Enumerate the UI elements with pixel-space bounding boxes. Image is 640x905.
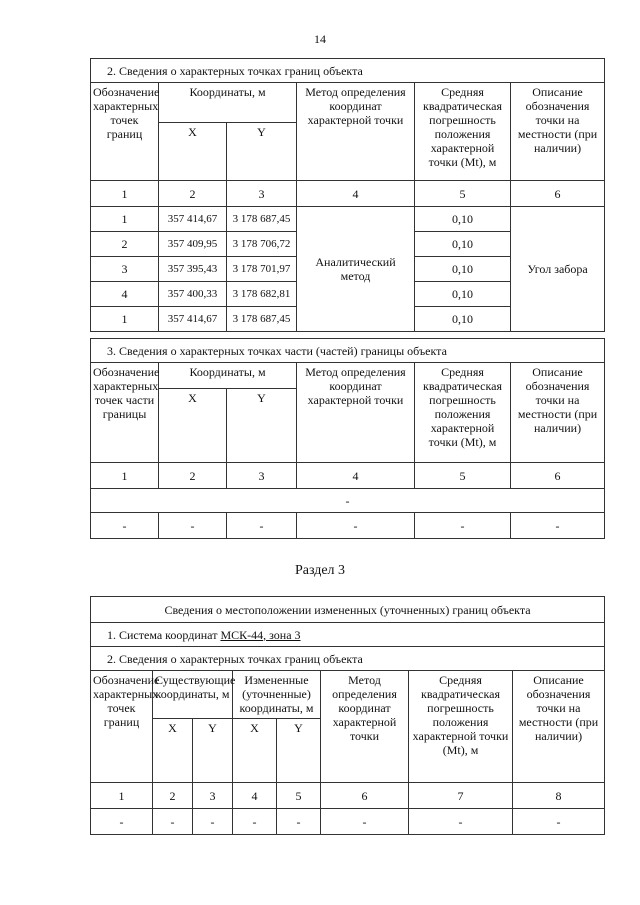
accuracy: 0,10 — [415, 257, 511, 282]
empty-part-row: - — [91, 489, 605, 513]
header-description: Описание обозначения точки на местности (при наличии) — [511, 83, 605, 181]
col-number: 5 — [415, 181, 511, 207]
table-title: 2. Сведения о характерных точках границ объекта — [91, 59, 605, 83]
table-title: 3. Сведения о характерных точках части (частей) границы объекта — [91, 339, 605, 363]
header-existing-coords: Существующие координаты, м — [153, 671, 233, 719]
method-cell: Аналитический метод — [297, 207, 415, 332]
header-y: Y — [227, 123, 297, 181]
point-id: 4 — [91, 282, 159, 307]
header-description: Описание обозначения точки на местности (при наличии) — [511, 363, 605, 463]
col-number: 4 — [297, 181, 415, 207]
header-method: Метод определения координат характерной точки — [297, 363, 415, 463]
header-x: X — [153, 719, 193, 783]
point-id: 1 — [91, 207, 159, 232]
dash-cell: - — [415, 513, 511, 539]
col-number: 6 — [511, 181, 605, 207]
col-number: 1 — [91, 181, 159, 207]
dash-cell: - — [91, 809, 153, 835]
coord-x: 357 414,67 — [159, 207, 227, 232]
col-number: 4 — [233, 783, 277, 809]
coord-y: 3 178 706,72 — [227, 232, 297, 257]
col-number: 3 — [193, 783, 233, 809]
col-number: 2 — [153, 783, 193, 809]
dash-cell: - — [233, 809, 277, 835]
coord-y: 3 178 701,97 — [227, 257, 297, 282]
header-accuracy: Средняя квадратическая погрешность положения характерной точки (Mt), м — [415, 83, 511, 181]
coordinate-system — [91, 623, 605, 647]
col-number: 3 — [227, 181, 297, 207]
header-y: Y — [277, 719, 321, 783]
col-number: 5 — [415, 463, 511, 489]
table-boundary-points — [90, 58, 605, 332]
header-point: Обозначение характерных точек границ — [91, 671, 153, 783]
coord-x: 357 409,95 — [159, 232, 227, 257]
dash-cell: - — [153, 809, 193, 835]
col-number: 1 — [91, 463, 159, 489]
header-accuracy: Средняя квадратическая погрешность положения характерной точки (Mt), м — [415, 363, 511, 463]
subsection-title: 2. Сведения о характерных точках границ объекта — [91, 647, 605, 671]
point-id: 1 — [91, 307, 159, 332]
coord-y: 3 178 687,45 — [227, 207, 297, 232]
col-number: 2 — [159, 463, 227, 489]
page-number: 14 — [314, 32, 326, 46]
col-number: 3 — [227, 463, 297, 489]
dash-cell: - — [277, 809, 321, 835]
coordinate-system-label: 1. Система координат — [107, 627, 221, 642]
section-title: Раздел 3 — [294, 563, 346, 578]
dash-cell: - — [321, 809, 409, 835]
header-point: Обозначение характерных точек границ — [91, 83, 159, 181]
header-changed-coords: Измененные (уточненные) координаты, м — [233, 671, 321, 719]
col-number: 5 — [277, 783, 321, 809]
header-coords: Координаты, м — [159, 83, 297, 123]
dash-cell: - — [91, 513, 159, 539]
dash-cell: - — [513, 809, 605, 835]
point-id: 3 — [91, 257, 159, 282]
description-cell: Угол забора — [511, 207, 605, 332]
dash-cell: - — [409, 809, 513, 835]
dash-cell: - — [511, 513, 605, 539]
header-description: Описание обозначения точки на местности (при наличии) — [513, 671, 605, 783]
coordinate-system-value: МСК-44, зона 3 — [220, 627, 301, 642]
coord-y: 3 178 687,45 — [227, 307, 297, 332]
dash-cell: - — [297, 513, 415, 539]
accuracy: 0,10 — [415, 207, 511, 232]
header-method: Метод определения координат характерной точки — [297, 83, 415, 181]
header-y: Y — [193, 719, 233, 783]
coord-x: 357 414,67 — [159, 307, 227, 332]
header-y: Y — [227, 389, 297, 463]
coord-x: 357 400,33 — [159, 282, 227, 307]
col-number: 1 — [91, 783, 153, 809]
dash-cell: - — [227, 513, 297, 539]
table-part-boundary-points — [90, 338, 605, 539]
header-x: X — [233, 719, 277, 783]
header-x: X — [159, 389, 227, 463]
header-x: X — [159, 123, 227, 181]
accuracy: 0,10 — [415, 307, 511, 332]
table-changed-boundaries — [90, 596, 605, 835]
col-number: 6 — [321, 783, 409, 809]
col-number: 7 — [409, 783, 513, 809]
header-point: Обозначение характерных точек части границы — [91, 363, 159, 463]
col-number: 4 — [297, 463, 415, 489]
header-accuracy: Средняя квадратическая погрешность положения характерной точки (Mt), м — [409, 671, 513, 783]
coord-x: 357 395,43 — [159, 257, 227, 282]
coord-y: 3 178 682,81 — [227, 282, 297, 307]
col-number: 6 — [511, 463, 605, 489]
accuracy: 0,10 — [415, 232, 511, 257]
accuracy: 0,10 — [415, 282, 511, 307]
dash-cell: - — [193, 809, 233, 835]
header-coords: Координаты, м — [159, 363, 297, 389]
col-number: 8 — [513, 783, 605, 809]
table-title: Сведения о местоположении измененных (уточненных) границ объекта — [91, 597, 605, 623]
dash-cell: - — [159, 513, 227, 539]
col-number: 2 — [159, 181, 227, 207]
point-id: 2 — [91, 232, 159, 257]
header-method: Метод определения координат характерной точки — [321, 671, 409, 783]
